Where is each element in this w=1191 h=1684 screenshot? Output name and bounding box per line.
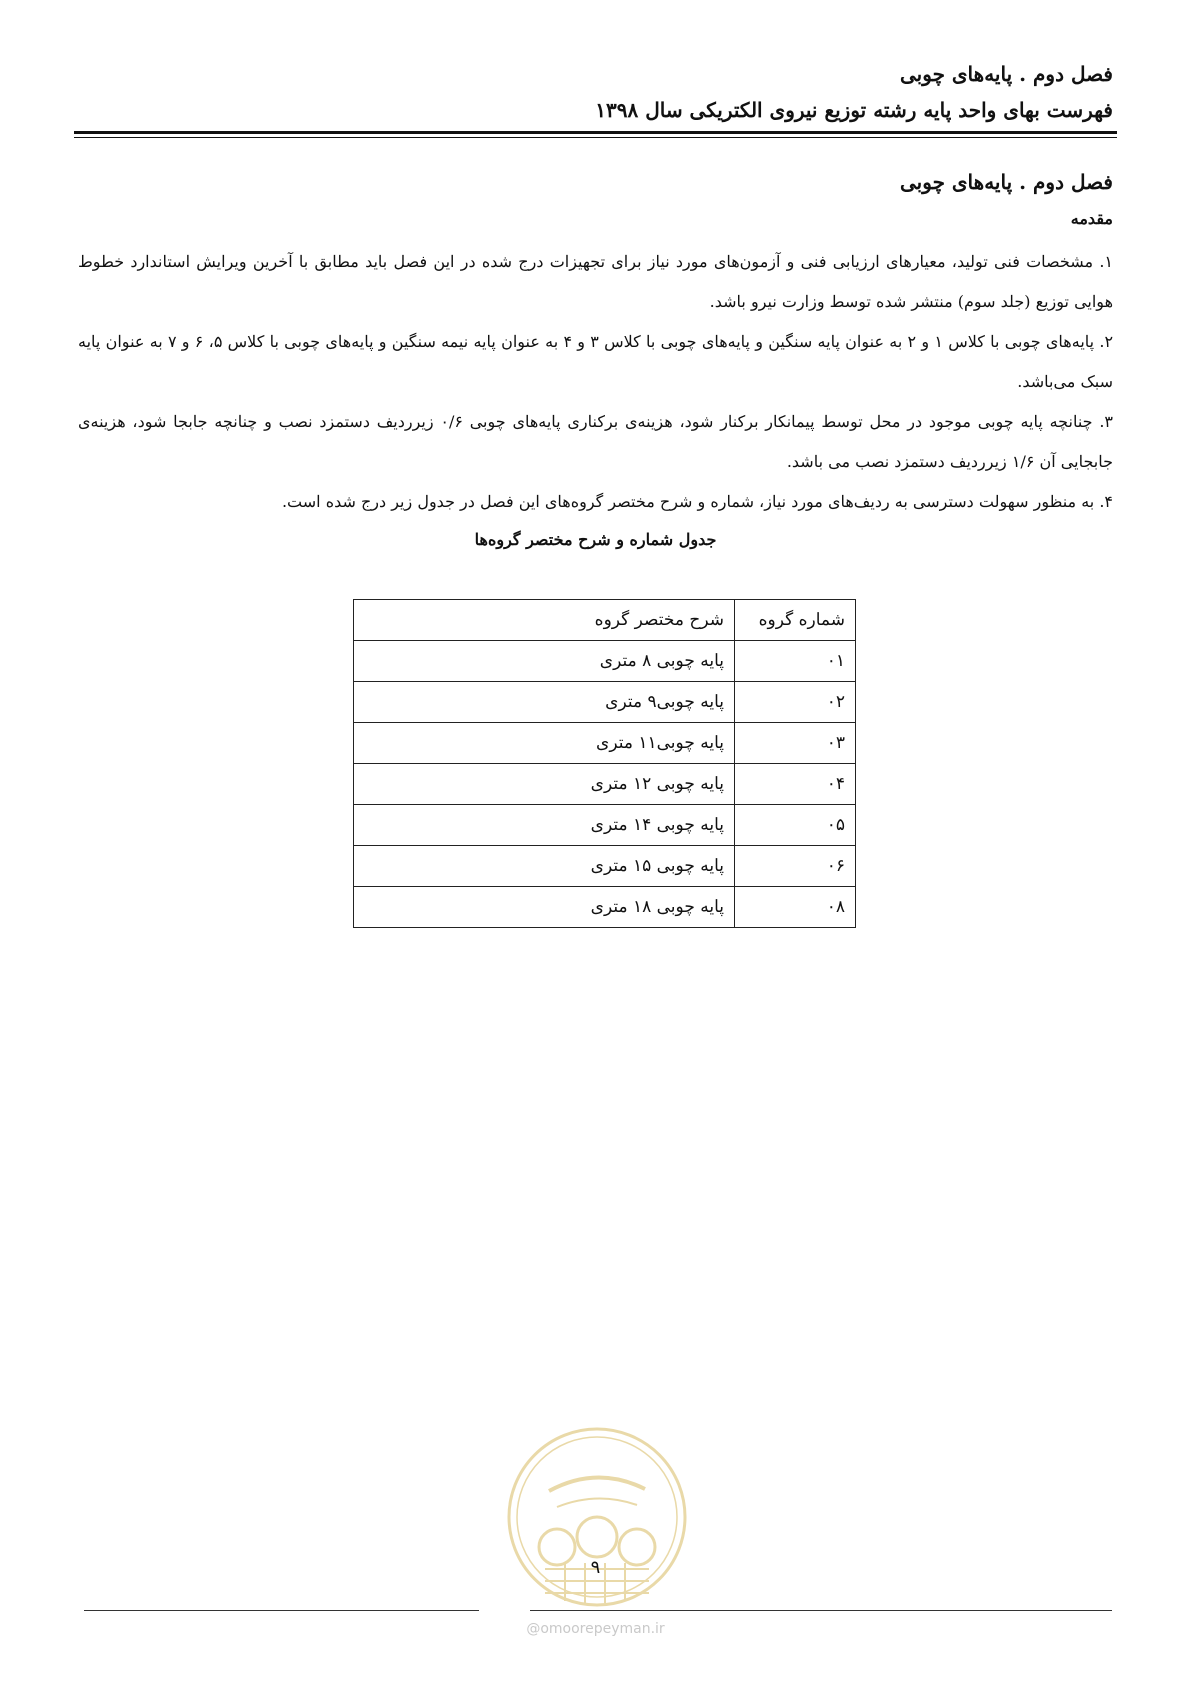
cell-group-number: ۰۸ [735,887,856,928]
groups-table [353,599,856,928]
cell-group-description: پایه چوبی ۱۸ متری [354,887,735,928]
section-title: فصل دوم . پایه‌های چوبی [900,170,1113,194]
header-group-number: شماره گروه [735,600,856,641]
cell-group-number: ۰۳ [735,723,856,764]
table-header-row [354,600,856,641]
table-row [354,723,856,764]
paragraph-2: ۲. پایه‌های چوبی با کلاس ۱ و ۲ به عنوان پایه سنگین و پایه‌های چوبی با کلاس ۳ و ۴ به عنوان پایه نیمه سنگین و پایه‌های چوبی با کلاس ۵، ۶ و ۷ به عنوان پایه سبک می‌باشد. [78,332,1114,391]
intro-heading: مقدمه [1070,209,1113,228]
table-row [354,682,856,723]
website-watermark: @omoorepeyman.ir [526,1621,665,1637]
paragraph-4: ۴. به منظور سهولت دسترسی به ردیف‌های مورد نیاز، شماره و شرح مختصر گروه‌های این فصل در جدول زیر درج شده است. [281,492,1113,511]
table-row [354,764,856,805]
running-header-title: فهرست بهای واحد پایه رشته توزیع نیروی الکتریکی سال ۱۳۹۸ [595,98,1113,122]
cell-group-description: پایه چوبی ۱۵ متری [354,846,735,887]
footer-rule-left [84,1610,479,1611]
cell-group-number: ۰۴ [735,764,856,805]
page-number: ۹ [590,1557,601,1578]
cell-group-description: پایه چوبی۱۱ متری [354,723,735,764]
cell-group-number: ۰۶ [735,846,856,887]
table-caption: جدول شماره و شرح مختصر گروه‌ها [474,530,717,549]
running-header-chapter: فصل دوم . پایه‌های چوبی [900,62,1113,86]
cell-group-number: ۰۵ [735,805,856,846]
header-group-description: شرح مختصر گروه [354,600,735,641]
paragraph-1: ۱. مشخصات فنی تولید، معیارهای ارزیابی فنی و آزمون‌های مورد نیاز برای تجهیزات درج شده در این فصل باید مطابق با آخرین ویرایش استاندارد خطوط هوایی توزیع (جلد سوم) منتشر شده توسط وزارت نیرو باشد. [78,252,1113,311]
table-row [354,846,856,887]
header-rule-thin [74,137,1117,138]
table-row [354,805,856,846]
table-row [354,887,856,928]
cell-group-number: ۰۱ [735,641,856,682]
watermark-seal-icon [505,1425,689,1609]
cell-group-description: پایه چوبی۹ متری [354,682,735,723]
table-row [354,641,856,682]
cell-group-number: ۰۲ [735,682,856,723]
header-rule-thick [74,131,1117,134]
paragraph-3: ۳. چنانچه پایه چوبی موجود در محل توسط پیمانکار برکنار شود، هزینه‌ی برکناری پایه‌های چوبی ۰/۶ زیرردیف دستمزد نصب و چنانچه جابجا شود، هزینه‌ی جابجایی آن ۱/۶ زیرردیف دستمزد نصب می باشد. [78,412,1114,471]
cell-group-description: پایه چوبی ۱۲ متری [354,764,735,805]
footer-rule-right [530,1610,1112,1611]
cell-group-description: پایه چوبی ۱۴ متری [354,805,735,846]
cell-group-description: پایه چوبی ۸ متری [354,641,735,682]
